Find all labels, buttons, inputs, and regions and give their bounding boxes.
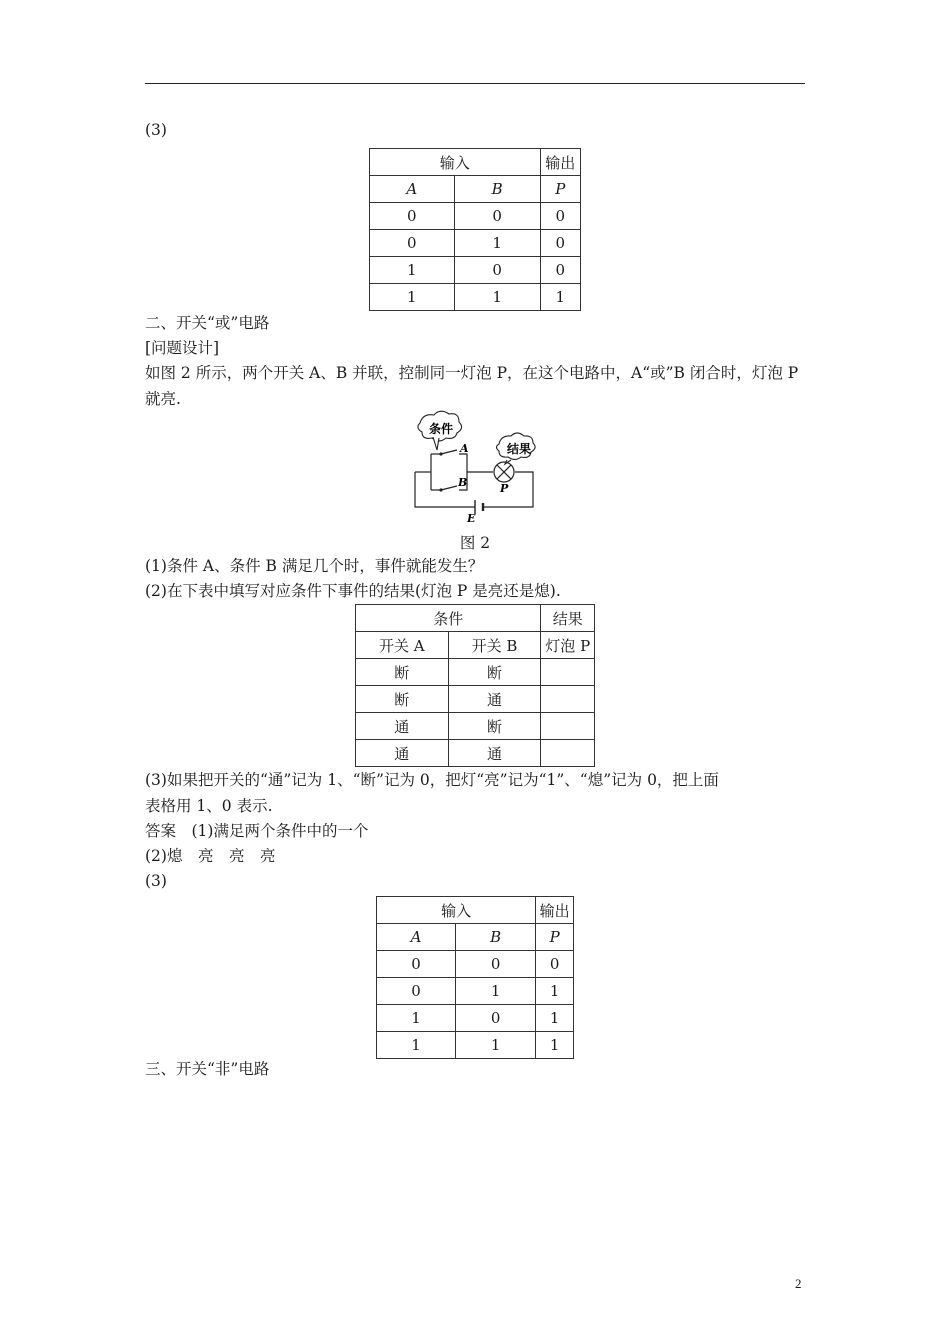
question-3-line-1: (3)如果把开关的“通”记为 1、“断”记为 0，把灯“亮”记为“1”、“熄”记为 0，把上面 <box>145 771 719 789</box>
header-input: 输入 <box>370 149 541 176</box>
cell: 0 <box>454 203 540 230</box>
cell: 1 <box>377 1005 456 1032</box>
table-row <box>356 740 595 767</box>
col-lamp-p: 灯泡 P <box>541 632 595 659</box>
cell: 1 <box>454 230 540 257</box>
cell: 0 <box>377 978 456 1005</box>
question-2: (2)在下表中填写对应条件下事件的结果(灯泡 P 是亮还是熄). <box>145 582 561 600</box>
paragraph-line-1: 如图 2 所示，两个开关 A、B 并联，控制同一灯泡 P，在这个电路中，A“或”B 闭合时，灯泡 P <box>145 364 799 382</box>
circuit-figure <box>405 410 545 522</box>
blank-cell <box>541 713 595 740</box>
header-rule <box>145 83 805 84</box>
var-b: B <box>454 176 540 203</box>
table-row <box>370 257 581 284</box>
page-number: 2 <box>795 1276 802 1291</box>
cell: 1 <box>370 284 455 311</box>
col-switch-b: 开关 B <box>448 632 541 659</box>
cell: 0 <box>454 257 540 284</box>
cell: 1 <box>456 978 536 1005</box>
table-row <box>377 951 574 978</box>
answer-2: (2)熄 亮 亮 亮 <box>145 847 276 865</box>
cell: 通 <box>448 740 541 767</box>
problem-design-label: [问题设计] <box>145 339 220 357</box>
var-a: A <box>370 176 455 203</box>
header-output: 输出 <box>536 897 574 924</box>
cell: 0 <box>540 257 580 284</box>
cell: 1 <box>370 257 455 284</box>
cell: 1 <box>456 1032 536 1059</box>
cell: 1 <box>540 284 580 311</box>
header-input: 输入 <box>377 897 536 924</box>
blank-cell <box>541 686 595 713</box>
table-row <box>370 284 581 311</box>
cell: 断 <box>356 686 449 713</box>
var-p: P <box>540 176 580 203</box>
table-row <box>377 1005 574 1032</box>
and-truth-table <box>369 148 581 311</box>
answer-3-label: (3) <box>145 872 167 890</box>
cell: 断 <box>448 713 541 740</box>
cell: 0 <box>456 1005 536 1032</box>
cell: 0 <box>377 951 456 978</box>
var-a: A <box>377 924 456 951</box>
table-row <box>370 203 581 230</box>
cell: 通 <box>448 686 541 713</box>
blank-cell <box>541 659 595 686</box>
result-label: 结果 <box>507 442 532 456</box>
var-b: B <box>456 924 536 951</box>
lamp-label: P <box>500 482 509 495</box>
table-row <box>356 686 595 713</box>
condition-label: 条件 <box>429 422 454 436</box>
figure-caption: 图 2 <box>459 534 491 552</box>
switch-a-label: A <box>460 442 469 455</box>
cell: 1 <box>377 1032 456 1059</box>
cell: 0 <box>370 203 455 230</box>
table-row <box>377 978 574 1005</box>
cell: 1 <box>536 1032 574 1059</box>
cell: 0 <box>370 230 455 257</box>
item-label-3: (3) <box>145 121 167 139</box>
col-switch-a: 开关 A <box>356 632 449 659</box>
cell: 0 <box>540 203 580 230</box>
cell: 0 <box>456 951 536 978</box>
fill-in-table <box>355 604 595 767</box>
header-result: 结果 <box>541 605 595 632</box>
answer-1: 答案 (1)满足两个条件中的一个 <box>145 822 369 840</box>
table-row <box>356 659 595 686</box>
switch-b-label: B <box>458 476 468 489</box>
question-3-line-2: 表格用 1、0 表示. <box>145 797 273 815</box>
section-title-or: 二、开关“或”电路 <box>145 314 270 332</box>
cell: 断 <box>356 659 449 686</box>
cell: 0 <box>536 951 574 978</box>
section-title-not: 三、开关“非”电路 <box>145 1060 270 1078</box>
header-condition: 条件 <box>356 605 541 632</box>
cell: 断 <box>448 659 541 686</box>
cell: 1 <box>536 1005 574 1032</box>
table-row <box>377 1032 574 1059</box>
cell: 1 <box>454 284 540 311</box>
cell: 0 <box>540 230 580 257</box>
blank-cell <box>541 740 595 767</box>
cell: 1 <box>536 978 574 1005</box>
paragraph-line-2: 就亮. <box>145 390 181 408</box>
table-row <box>370 230 581 257</box>
table-row <box>356 713 595 740</box>
question-1: (1)条件 A、条件 B 满足几个时，事件就能发生？ <box>145 557 484 575</box>
var-p: P <box>536 924 574 951</box>
cell: 通 <box>356 713 449 740</box>
battery-label: E <box>467 512 476 522</box>
cell: 通 <box>356 740 449 767</box>
header-output: 输出 <box>540 149 580 176</box>
or-truth-table <box>376 896 574 1059</box>
